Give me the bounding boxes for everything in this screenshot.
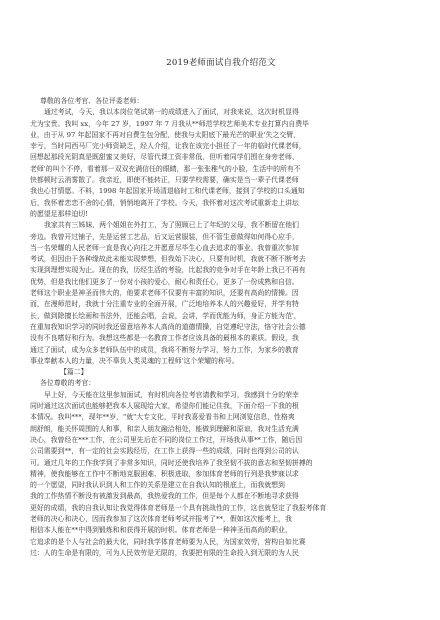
document-title: 2019老师面试自我介绍范文 [166,58,276,68]
paragraph-line: 的一个愿望，同时我认识到人和工作的关系是建立在自我认知的根底上，而我就想到 [30,481,285,490]
paragraph-line: 我的工作热情不断没有被激发到最高，我热爱我的工作，但是每个人都在不断地寻求获得 [30,492,299,501]
paragraph-line: 回想起那段光阴真是既甜蜜又美好，尽管代课工资非常低，但听着同学们围在身旁老师、 [30,153,299,162]
paragraph-line: 尤为宝贵。我叫 xx，今年 27 岁，1997 年 7 月我从**师范学校艺师美术专业打算内自费毕 [30,119,309,128]
paragraph-line: 事业奉献本人的力量，决不辜负人类灵魂的工程师'这个荣耀的称号。 [30,356,239,365]
paragraph-line: 精神，使我能够在工作中不断地克服困难、积极进取，参加体育老师的行列是我梦寐以求 [30,469,299,478]
paragraph-line: 可。通过几年的工作我学到了非常多知识，同时还使我培养了我坚韧不拔的意志和坚韧拼搏的 [30,458,313,467]
paragraph-line: 通过考试，今天，我以本岗位笔试第一的成绩进入了面试，对我来说，这次时机显得 [44,108,299,117]
paragraph-line: 公司需要到**，有一定的社会实践经历，在工作上获得一些的成绩，同时也得到公司的认 [30,447,299,456]
paragraph-line: 长，做到除擅长绘画和书法外，还能会唱，会说，会讲，学而优能为师，身正方能为范'， [30,311,301,320]
paragraph-line: 决心，我曾经在***工作，在公司里先后在不同的岗位工作过，开场我从事**工作，随后因 [30,435,303,444]
paragraph-line: 优势，但是我比他们更多了一份对小孩的爱心，耐心和责任心，更多了一份成熟和自信。 [30,277,299,286]
paragraph-line: 实现到理想实现为止。现在的我，历经生活的考验，比起我的竞争对手在年龄上我已不再有 [30,266,306,275]
paragraph-line: 而，在漫师范时，我就十分注重专业的全面开展，广泛地培养本人的兴趣爱好，并学有特 [30,300,299,309]
paragraph-line: 快都顿时云消雾散了。我亲近，即使不能转正，只要学校需要，确实是当一辈子代课老师 [30,176,299,185]
paragraph-line: 早上好，今天能在这里参加面试，有时机向各位考官请教和学习，我感到十分的荣幸 [44,390,299,399]
paragraph-line: 老师'的叫个不停，看着那一双双充满信任的眼睛，那一张张稚气的小脸，生活中的所有不 [30,164,301,173]
paragraph-line: 当一名荣耀的人民老师一直是我心向往之并愿意尽毕生心血去追求的事业。我曾重次参加 [30,243,299,252]
paragraph-line: 幸亏，当时同西马厂完小师资缺乏，经人介绍，让我在该完小担任了一年的临时代课老师， [30,142,306,151]
paragraph-line: 通过了面试，成为众多老师队伍中的成员，我将不断努力学习，努力工作，为家乡的教育 [30,345,299,354]
paragraph-line: 尊敬的各位考官、各位评委老师： [40,97,144,105]
paragraph-line: 旁边。我曾开过铺子，先是运营工艺品，后又运营服装，但不管生意做得如何得心应手， [30,232,299,241]
paragraph-line: 老师这个职业是神圣而伟大的，他要求老师不仅要有丰富的知识，还要有高尚的情操。因 [30,289,299,298]
paragraph-line: 没有不良嗜好和行为。我想这些都是一名教育工作者应该具备的最根本的素质。假设，我 [30,334,299,343]
paragraph-line: 老师的决心和决心，因而我参加了这次体育老师考试并报考了**，假如这次能考上，我 [30,514,292,523]
paragraph-line: 更好的成绩，我的自我认知让我觉得体育老师是一个具有挑战性的工作，这也就坚定了我报考体育 [30,503,327,512]
paragraph-line: 同时通过这次面试也能够把我本人展现给大家，希望你们能记住我，下面介绍一下我的根 [30,402,299,411]
paragraph-line: 过：人的生命是有限的，可为人民效劳是无限的，我要把有限的生命投入到无限的为人民 [30,548,299,557]
paragraph-line: 我也心甘情愿。不料，1998 年起国家开场清退临时工和代课老师，接到了学校的口头通知 [30,187,305,196]
paragraph-line: 在重加我知识学习的同时我还留意培养本人高尚的道德情操，自觉遵纪守法，恪守社会公德 [30,322,306,331]
paragraph-line: 后，我怀着恋恋不舍的心情，悄悄地离开了学校。今天，我怀着对这次考试重新走上讲坛 [30,198,299,207]
paragraph-line: 业，由于从 97 年起国家不再对自费生包分配，使我与太阳底下最光芒的职业'失之交臂， [30,130,300,139]
paragraph-line: 朗舒朗，能关怀周围的人和事，和亲人朋友融洽相处，能做到理解和原谅，我对生活充满 [30,424,299,433]
section-heading [30,367,412,378]
paragraph-line: 本情况。我叫***，现年**岁，"就"大专文化，平时我喜爱看书和上网浏览信息，性格爽 [30,413,295,422]
paragraph-line: 考试，但因由于各种缘故此未能实现梦想，但我始下决心，只要有时机，我就不断不断考去 [30,255,306,264]
paragraph-line: 相信本人能在**中得到锻炼和和获得开展的时机。体育老师是一种神圣而高尚的职业， [30,526,292,535]
paragraph-line: 的愿望足那样迫切! [30,209,88,218]
document-body [30,96,412,559]
section-heading-text: 【篇二】 [60,368,88,377]
paragraph-line: 它追求的是个人与社会的最大化，同时我学体育老师要为人民，为国家效劳，营构自如比赛 [30,537,306,546]
paragraph-line: 我家共有三姊妹，两个姐姐在外打工，为了照顾已上了年纪的父母，我不断留在他们 [44,221,299,230]
paragraph-line: 各位尊敬的考官： [40,379,96,388]
